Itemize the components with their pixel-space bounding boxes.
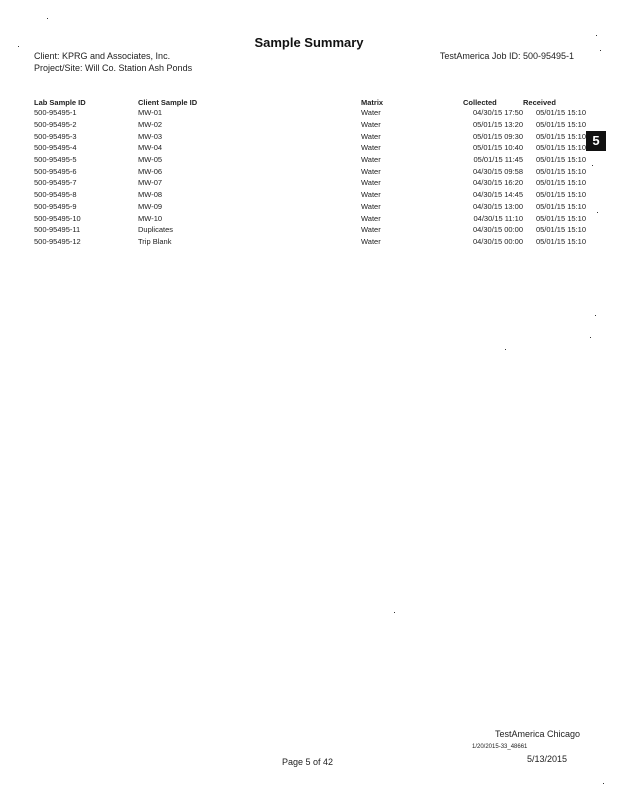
collected-cell: 05/01/15 10:40 — [472, 143, 523, 153]
client-sample-id-cell: MW-03 — [138, 131, 163, 141]
client-sample-id-cell: MW-05 — [138, 155, 163, 165]
matrix-cell: Water — [361, 108, 381, 118]
collected-cell: 04/30/15 14:45 — [472, 190, 523, 200]
client-sample-id-cell: MW-08 — [138, 190, 163, 200]
table-row — [34, 119, 586, 131]
column-header-client-sample-id: Client Sample ID — [138, 98, 198, 107]
lab-sample-id-cell: 500-95495-5 — [34, 155, 77, 165]
collected-cell: 05/01/15 11:45 — [473, 155, 523, 165]
collected-cell: 05/01/15 13:20 — [472, 120, 523, 130]
client-sample-id-cell: MW-07 — [138, 178, 163, 188]
scan-speck — [394, 612, 395, 613]
lab-name: TestAmerica Chicago — [494, 729, 580, 739]
lab-sample-id-cell: 500-95495-12 — [34, 236, 81, 246]
table-row — [34, 236, 586, 248]
section-tab-marker: 5 — [586, 131, 606, 151]
project-site: Project/Site: Will Co. Station Ash Ponds — [34, 63, 193, 73]
client-name: Client: KPRG and Associates, Inc. — [34, 51, 171, 61]
lab-sample-id-cell: 500-95495-1 — [34, 108, 77, 118]
received-cell: 05/01/15 15:10 — [535, 190, 586, 200]
received-cell: 05/01/15 15:10 — [535, 178, 586, 188]
matrix-cell: Water — [361, 143, 381, 153]
scan-speck — [600, 50, 601, 51]
client-sample-id-cell: MW-02 — [138, 120, 163, 130]
page-title: Sample Summary — [254, 35, 364, 50]
scan-speck — [603, 783, 604, 784]
matrix-cell: Water — [361, 213, 381, 223]
matrix-cell: Water — [361, 155, 381, 165]
client-sample-id-cell: MW-01 — [138, 108, 163, 118]
received-cell: 05/01/15 15:10 — [535, 213, 586, 223]
scan-speck — [18, 46, 19, 47]
matrix-cell: Water — [361, 201, 381, 211]
collected-cell: 04/30/15 13:00 — [472, 201, 523, 211]
table-row — [34, 107, 586, 119]
table-row — [34, 130, 586, 142]
table-row — [34, 142, 586, 154]
lab-sample-id-cell: 500-95495-7 — [34, 178, 77, 188]
received-cell: 05/01/15 15:10 — [535, 120, 586, 130]
table-row — [34, 212, 586, 224]
received-cell: 05/01/15 15:10 — [535, 166, 586, 176]
scan-speck — [592, 165, 593, 166]
client-sample-id-cell: Trip Blank — [138, 236, 172, 246]
lab-sample-id-cell: 500-95495-2 — [34, 120, 77, 130]
received-cell: 05/01/15 15:10 — [535, 236, 586, 246]
client-sample-id-cell: MW-06 — [138, 166, 163, 176]
lab-sample-id-cell: 500-95495-9 — [34, 201, 77, 211]
lab-sample-id-cell: 500-95495-3 — [34, 131, 77, 141]
column-header-lab-sample-id: Lab Sample ID — [34, 98, 86, 107]
matrix-cell: Water — [361, 236, 381, 246]
matrix-cell: Water — [361, 131, 381, 141]
received-cell: 05/01/15 15:10 — [535, 225, 586, 235]
scan-speck — [590, 337, 591, 338]
client-sample-id-cell: Duplicates — [138, 225, 174, 235]
lab-sample-id-cell: 500-95495-11 — [34, 225, 81, 235]
matrix-cell: Water — [361, 120, 381, 130]
collected-cell: 04/30/15 00:00 — [472, 236, 523, 246]
received-cell: 05/01/15 15:10 — [535, 131, 586, 141]
client-sample-id-cell: MW-10 — [138, 213, 163, 223]
column-header-received: Received — [523, 98, 556, 107]
received-cell: 05/01/15 15:10 — [535, 108, 586, 118]
matrix-cell: Water — [361, 166, 381, 176]
scan-speck — [596, 35, 597, 36]
lab-sample-id-cell: 500-95495-10 — [34, 213, 81, 223]
table-row — [34, 224, 586, 236]
client-sample-id-cell: MW-04 — [138, 143, 163, 153]
sample-summary-table — [34, 95, 586, 247]
table-header-row — [34, 95, 586, 107]
document-reference: 1/20/2015-33_48661 — [472, 744, 528, 750]
lab-sample-id-cell: 500-95495-6 — [34, 166, 77, 176]
collected-cell: 04/30/15 17:50 — [472, 108, 523, 118]
job-id: TestAmerica Job ID: 500-95495-1 — [439, 51, 574, 61]
table-row — [34, 165, 586, 177]
matrix-cell: Water — [361, 190, 381, 200]
report-date: 5/13/2015 — [526, 754, 567, 764]
collected-cell: 04/30/15 11:10 — [473, 213, 523, 223]
table-row — [34, 189, 586, 201]
received-cell: 05/01/15 15:10 — [535, 155, 586, 165]
column-header-collected: Collected — [463, 98, 497, 107]
collected-cell: 04/30/15 00:00 — [472, 225, 523, 235]
collected-cell: 04/30/15 09:58 — [472, 166, 523, 176]
client-sample-id-cell: MW-09 — [138, 201, 163, 211]
table-row — [34, 154, 586, 166]
page-number: Page 5 of 42 — [282, 757, 334, 767]
collected-cell: 04/30/15 16:20 — [472, 178, 523, 188]
matrix-cell: Water — [361, 225, 381, 235]
matrix-cell: Water — [361, 178, 381, 188]
received-cell: 05/01/15 15:10 — [535, 143, 586, 153]
scan-speck — [505, 349, 506, 350]
column-header-matrix: Matrix — [361, 98, 384, 107]
collected-cell: 05/01/15 09:30 — [472, 131, 523, 141]
table-row — [34, 177, 586, 189]
scan-speck — [597, 212, 598, 213]
table-row — [34, 201, 586, 213]
lab-sample-id-cell: 500-95495-8 — [34, 190, 77, 200]
scan-speck — [595, 315, 596, 316]
lab-sample-id-cell: 500-95495-4 — [34, 143, 77, 153]
received-cell: 05/01/15 15:10 — [535, 201, 586, 211]
scan-speck — [47, 18, 48, 19]
